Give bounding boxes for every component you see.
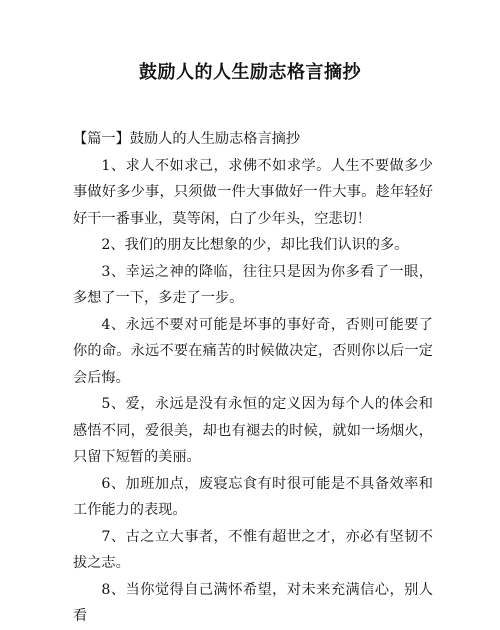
quote-paragraph-8: 8、当你觉得自己满怀希望，对未来充满信心，别人看: [73, 581, 433, 624]
document-body: [73, 126, 433, 630]
quote-paragraph-2: 2、我们的朋友比想象的少，却比我们认识的多。: [101, 237, 409, 253]
quote-paragraph-3: 3、幸运之神的降临，往往只是因为你多看了一眼，多想了一下，多走了一步。: [73, 263, 433, 306]
section-heading: 【篇一】鼓励人的人生励志格言摘抄: [73, 131, 301, 147]
quote-paragraph-5: 5、爱，永远是没有永恒的定义因为每个人的体会和感悟不同，爱很美，却也有褪去的时候，就如一场烟火，只留下短暂的美丽。: [73, 396, 433, 465]
quote-paragraph-7: 7、古之立大事者，不惟有超世之才，亦必有坚韧不拔之志。: [73, 528, 433, 571]
page-title: 鼓励人的人生励志格言摘抄: [139, 62, 361, 83]
quote-paragraph-1: 1、求人不如求己，求佛不如求学。人生不要做多少事做好多少事，只须做一件大事做好一件大事。趁年轻好好干一番事业，莫等闲，白了少年头，空悲切！: [73, 157, 433, 227]
quote-paragraph-6: 6、加班加点，废寝忘食有时很可能是不具备效率和工作能力的表现。: [73, 475, 433, 518]
quote-paragraph-4: 4、永远不要对可能是坏事的事好奇，否则可能要了你的命。永远不要在痛苦的时候做决定，否则你以后一定会后悔。: [73, 316, 433, 386]
